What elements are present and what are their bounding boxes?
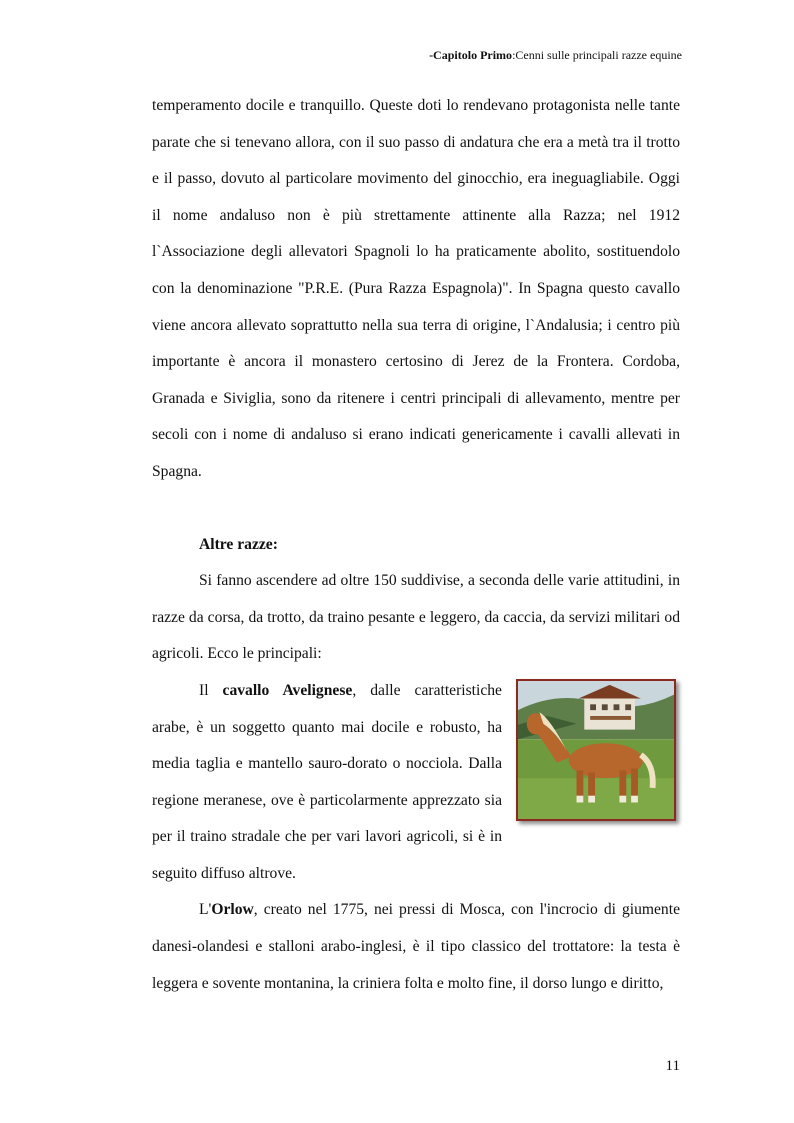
- section-heading: Altre razze:: [199, 535, 278, 553]
- horse-photo-illustration: [518, 681, 674, 819]
- paragraph-andaluso: temperamento docile e tranquillo. Queste doti lo rendevano protagonista nelle tante parate che si tenevano allora, con il suo passo di andatura che era a metà tra il trotto e il passo, dovuto al particolare movimento del ginocchio, era ineguagliabile. Oggi il nome andaluso non è più strettamente attinente alla Razza; nel 1912 l`Associazione degli allevatori Spagnoli lo ha praticamente abolito, sostituendolo con la denominazione "P.R.E. (Pura Razza Espagnola)". In Spagna questo cavallo viene ancora allevato soprattutto nella sua terra di origine, l`Andalusia; i centro più importante è ancora il monastero certosino di Jerez de la Frontera. Cordoba, Granada e Siviglia, sono da ritenere i centri principali di allevamento, mentre per secoli con i nome di andaluso si erano indicati genericamente i cavalli allevati in Spagna.: [152, 97, 680, 480]
- chapter-label: -Capitolo Primo: [429, 48, 513, 62]
- avelignese-intro: Il: [199, 681, 223, 699]
- page-number: 11: [665, 1058, 680, 1074]
- avelignese-text: , dalle caratteristiche arabe, è un soggetto quanto mai docile e robusto, ha media taglia e mantello sauro-dorato o nocciola. Dalla regione meranese, ove è particolarmente apprezzato sia per il traino stradale che per vari lavori agricoli, si è in seguito diffuso altrove.: [152, 681, 502, 882]
- horse-photo: [516, 679, 676, 821]
- orlow-name: Orlow: [211, 901, 254, 919]
- orlow-text: , creato nel 1775, nei pressi di Mosca, con l'incrocio di giumente danesi-olandesi e stalloni arabo-inglesi, è il tipo classico del trottatore: la testa è leggera e sovente montanina, la criniera folta e molto fine, il dorso lungo e diritto,: [152, 901, 680, 992]
- paragraph-altre-razze: Si fanno ascendere ad oltre 150 suddivise, a seconda delle varie attitudini, in razze da corsa, da trotto, da traino pesante e leggero, da caccia, da servizi militari od agricoli. Ecco le principali:: [152, 572, 680, 663]
- paragraph-avelignese: [152, 673, 680, 893]
- chapter-subtitle: :Cenni sulle principali razze equine: [512, 48, 682, 62]
- avelignese-name: cavallo Avelignese: [222, 681, 353, 699]
- body-text: [152, 88, 680, 1002]
- paragraph-orlow: [152, 892, 680, 1002]
- running-header: [429, 48, 682, 63]
- orlow-intro: L': [199, 901, 212, 919]
- paragraph-gap: [152, 491, 680, 527]
